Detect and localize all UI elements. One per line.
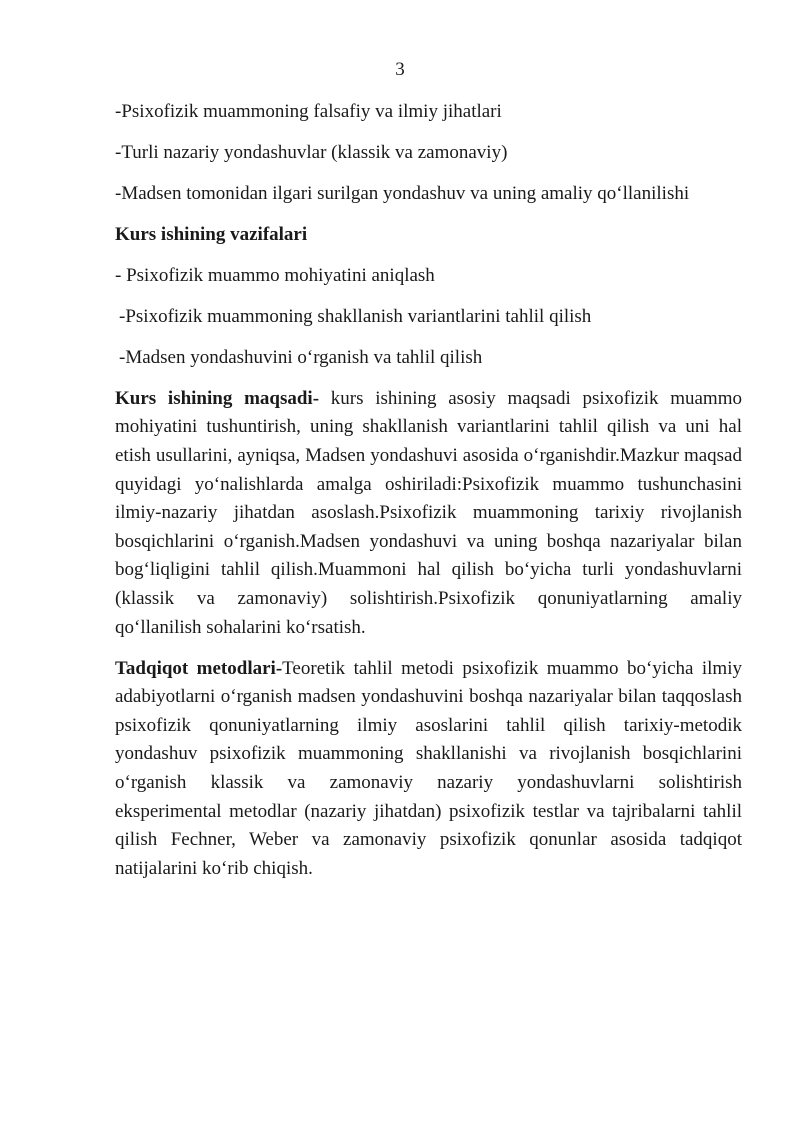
page-content [115,98,761,896]
task-item-define-essence: - Psixofizik muammo mohiyatini aniqlash [115,264,435,286]
task-item-analyze-variants: -Psixofizik muammoning shakllanish variantlarini tahlil qilish [119,305,592,327]
list-item-madsen-approach: -Madsen tomonidan ilgari surilgan yondashuv va uning amaliy qo‘llanilishi [115,182,690,204]
methods-label: Tadqiqot metodlari- [115,657,283,679]
task-item-study-madsen: -Madsen yondashuvini o‘rganish va tahlil qilish [119,346,483,368]
tasks-heading: Kurs ishining vazifalari [115,223,308,245]
goal-label: Kurs ishining maqsadi- [115,387,320,409]
list-item-philosophical-aspects: -Psixofizik muammoning falsafiy va ilmiy jihatlari [115,101,502,122]
methods-text: Teoretik tahlil metodi psixofizik muammo bo‘yicha ilmiy adabiyotlarni o‘rganish madsen yondashuvini boshqa nazariyalar bilan taqqoslash psixofizik qonuniyatlarning ilmiy asoslarini tahlil qilish tarixiy-metodik yondashuv psixofizik muammoning shakllanishi va rivojlanish bosqichlarini o‘rganish klassik va zamonaviy nazariy yondashuvlarni solishtirish eksperimental metodlar (nazariy jihatdan) psixofizik testlar va tajribalarni tahlil qilish Fechner, Weber va zamonaviy psixofizik qonunlar asosida tadqiqot natijalarini ko‘rib chiqish. [115,657,761,879]
methods-paragraph [115,655,761,884]
page-number: 3 [395,59,405,80]
list-item-theoretical-approaches: -Turli nazariy yondashuvlar (klassik va zamonaviy) [115,141,508,163]
goal-paragraph [115,385,742,642]
goal-text: kurs ishining asosiy maqsadi psixofizik muammo mohiyatini tushuntirish, uning shakllanish variantlarini tahlil qilish va uni hal etish usullarini, ayniqsa, Madsen yondashuvi asosida o‘rganishdir.Mazkur maqsad quyidagi yo‘nalishlarda amalga oshiriladi:Psixofizik muammo tushunchasini ilmiy-nazariy jihatdan asoslash.Psixofizik muammoning tarixiy rivojlanish bosqichlarini o‘rganish.Madsen yondashuvi va uning boshqa nazariyalar bilan bog‘liqligini tahlil qilish.Muammoni hal qilish bo‘yicha turli yondashuvlarni (klassik va zamonaviy) solishtirish.Psixofizik qonuniyatlarning amaliy qo‘llanilish sohalarini ko‘rsatish. [115,387,742,638]
